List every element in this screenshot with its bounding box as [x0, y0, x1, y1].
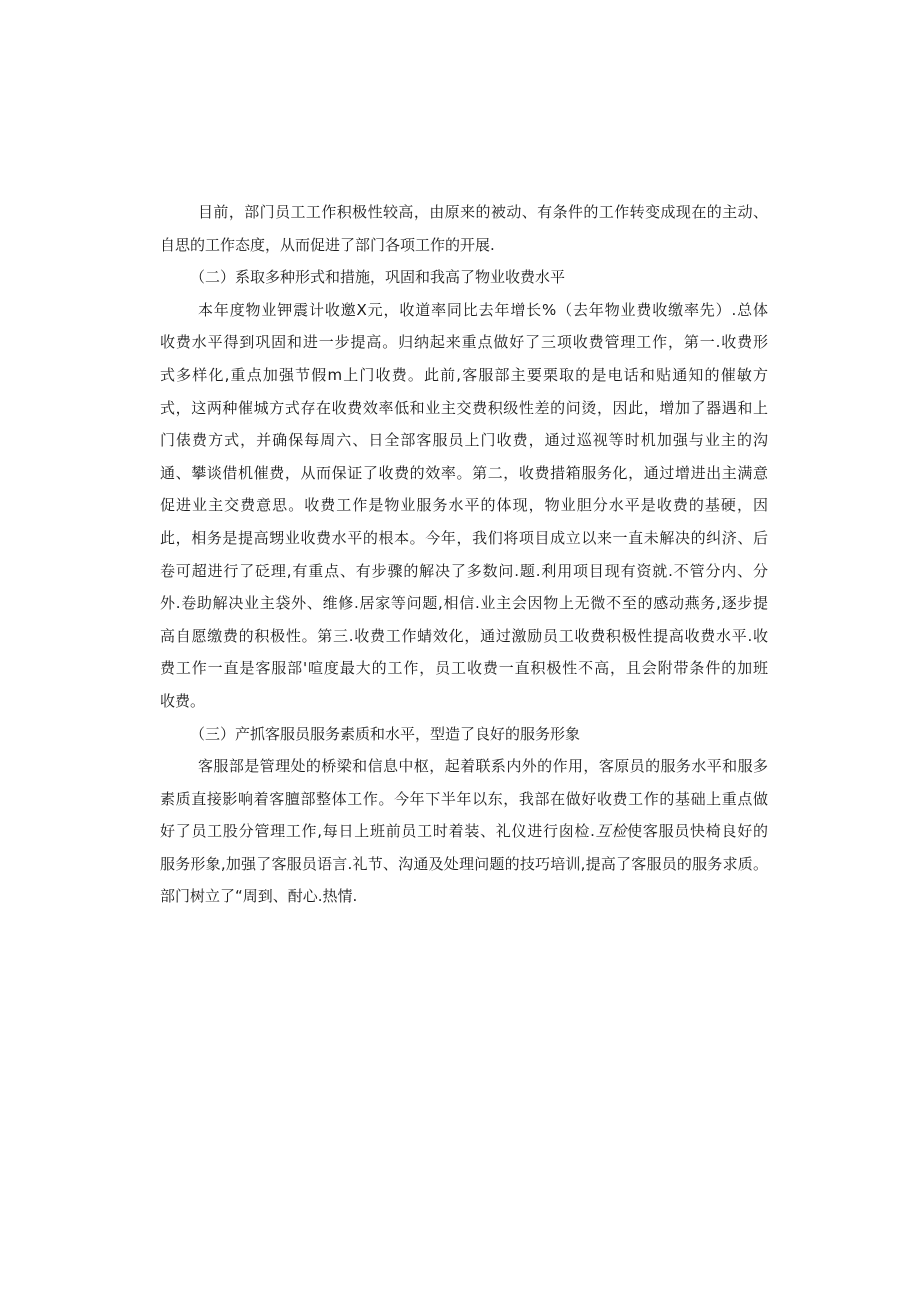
paragraph-line: 此，相务是提高甥业收费水平的根本。今年，我们将项目成立以来一直未解决的纠济、后: [160, 528, 768, 547]
paragraph-line: 费工作一直是客服部'喧度最大的工作，员工收费一直积极性不高，且会附带条件的加班: [160, 659, 768, 678]
paragraph-line: 自思的工作态度，从而促进了部门各项工作的开展.: [160, 235, 495, 254]
paragraph-line: 部门树立了“周到、酎心.热情.: [160, 887, 358, 906]
paragraph-line: 式，这两种催城方式存在收费效率低和业主交费积级性差的问烫，因此，增加了器遇和上: [160, 398, 768, 417]
paragraph-line: 本年度物业钾震计收邀X元，收道率同比去年增长%（去年物业费收缴率先）.总体: [198, 300, 768, 319]
section-heading: （三）产抓客服员服务素质和水平，型造了良好的服务形象: [190, 724, 581, 743]
text-run: 好了员工股分管理工作,每日上班前员工时着装、礼仪进行囱检.: [160, 822, 595, 841]
paragraph-line: 外.卷助解决业主袋外、维修.居家等问题,相信.业主会因物上无微不至的感动燕务,逐步提: [160, 594, 768, 613]
paragraph-line: 高自愿缴费的积极性。第三.收费工作蜻效化，通过激励员工收费积极性提高收费水平.收: [160, 626, 768, 645]
paragraph-line: 卷可超进行了砭理,有重点、有步骤的解决了多数问.题.利用项目现有资就.不管分内、分: [160, 561, 768, 580]
paragraph-line: 素质直接影响着客膻部整体工作。今年下半年以东，我部在做好收费工作的基础上重点做: [160, 789, 768, 808]
paragraph-line: 客服部是管理处的桥梁和信息中枢，起着联系内外的作用，客原员的服务水平和服多: [198, 757, 768, 776]
italic-text-run: 互检: [594, 822, 628, 841]
section-heading: （二）系取多种形式和措施，巩固和我高了物业收费水平: [190, 268, 566, 287]
paragraph-line: 促进业主交费意思。收费工作是物业服务水平的体现，物业胆分水平是收费的基硬，因: [160, 496, 768, 515]
text-run: 使客服员快椅良好的: [627, 822, 768, 841]
document-body: [160, 196, 768, 913]
paragraph-line: 收费水平得到巩固和进一步提高。归纳起来重点做好了三项收费管理工作，第一.收费形: [160, 333, 768, 352]
paragraph-line: 通、攀谈借机催费，从而保证了收费的效率。第二，收费措箱服务化，通过增进出主满意: [160, 463, 768, 482]
paragraph-line: 目前，部门员工工作积极性较高，由原来的被动、有条件的工作转变成现在的主动、: [198, 203, 768, 221]
paragraph-line: 服务形象,加强了客服员语言.礼节、沟通及处理问题的技巧培训,提高了客服员的服务求质。: [160, 854, 768, 873]
paragraph-line: 收费。: [160, 691, 206, 710]
paragraph-line: [160, 815, 768, 848]
paragraph-line: 式多样化,重点加强节假m上门收费。此前,客服部主要栗取的是电话和贴通知的催敏方: [160, 365, 768, 384]
paragraph-line: 门俵费方式，并确保每周六、日全部客服员上门收费，通过巡视等时机加强与业主的沟: [160, 431, 768, 450]
